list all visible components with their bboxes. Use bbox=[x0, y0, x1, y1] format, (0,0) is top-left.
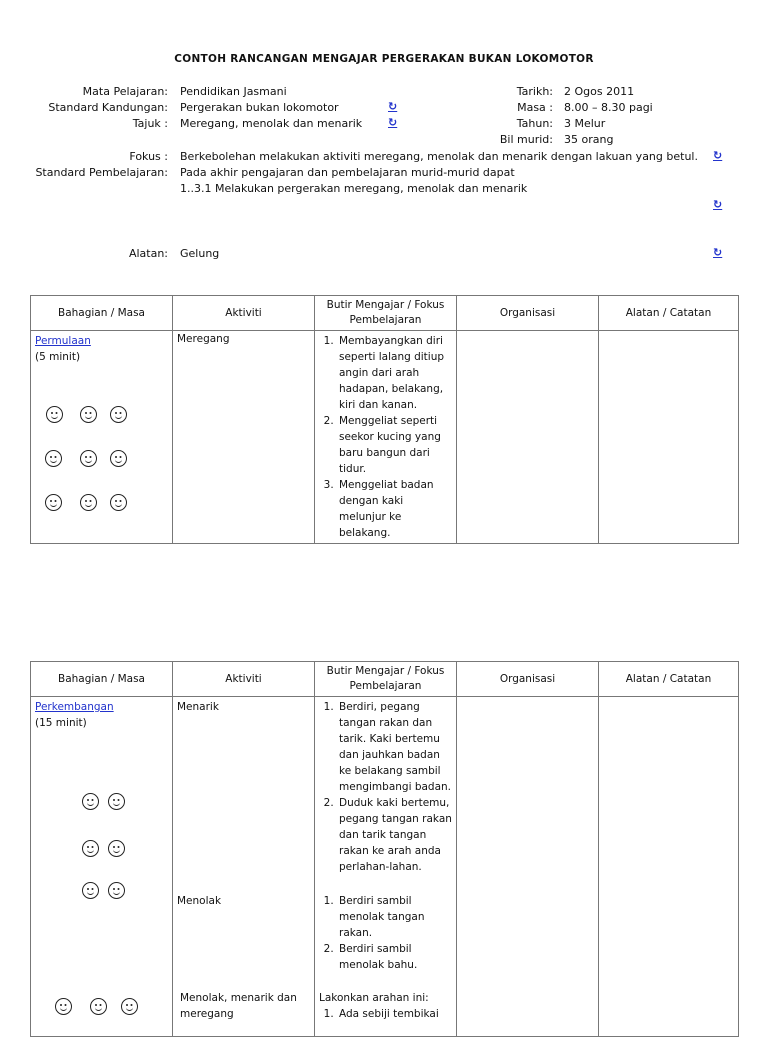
smiley-icon bbox=[80, 406, 97, 423]
tahun-value: 3 Melur bbox=[564, 117, 606, 130]
tarikh-value: 2 Ogos 2011 bbox=[564, 85, 635, 98]
refresh-icon[interactable]: ↻ bbox=[713, 246, 723, 259]
smiley-icon bbox=[82, 882, 99, 899]
list-item: 1. Ada sebiji tembikai bbox=[337, 1006, 452, 1022]
fokus-label: Fokus : bbox=[129, 150, 168, 163]
teaching-steps-list bbox=[319, 699, 452, 875]
col-header-aktiviti: Aktiviti bbox=[173, 296, 315, 331]
refresh-icon[interactable]: ↻ bbox=[713, 198, 723, 211]
smiley-icon bbox=[110, 406, 127, 423]
butir-mengajar-cell bbox=[315, 697, 457, 1037]
refresh-icon[interactable]: ↻ bbox=[713, 149, 723, 162]
alatan-label: Alatan: bbox=[128, 247, 168, 260]
refresh-icon[interactable]: ↻ bbox=[388, 116, 398, 129]
butir-mengajar-cell bbox=[315, 331, 457, 544]
list-item: 2. Menggeliat seperti seekor kucing yang baru bangun dari tidur. bbox=[337, 413, 452, 477]
col-header-organisasi: Organisasi bbox=[457, 296, 599, 331]
standard-kandungan-label: Standard Kandungan: bbox=[48, 101, 168, 114]
aktiviti-cell bbox=[173, 331, 315, 544]
table-header-row bbox=[31, 296, 739, 331]
masa-value: 8.00 – 8.30 pagi bbox=[564, 101, 653, 114]
alatan-value: Gelung bbox=[180, 247, 220, 260]
phase-duration: (15 minit) bbox=[35, 717, 87, 729]
phase-link-permulaan[interactable]: Permulaan bbox=[35, 335, 91, 347]
tarikh-label: Tarikh: bbox=[516, 85, 553, 98]
organisasi-cell bbox=[457, 331, 599, 544]
standard-pembelajaran-label: Standard Pembelajaran: bbox=[35, 166, 168, 179]
col-header-butir-mengajar: Butir Mengajar / Fokus Pembelajaran bbox=[315, 662, 457, 697]
alatan-catatan-cell bbox=[599, 331, 739, 544]
activity-name: Meregang bbox=[177, 333, 230, 345]
smiley-icon bbox=[121, 998, 138, 1015]
col-header-butir-mengajar: Butir Mengajar / Fokus Pembelajaran bbox=[315, 296, 457, 331]
smiley-icon bbox=[110, 494, 127, 511]
phase-duration: (5 minit) bbox=[35, 351, 81, 363]
fokus-value: Berkebolehan melakukan aktiviti meregang, menolak dan menarik dengan lakuan yang betul. bbox=[180, 150, 698, 163]
smiley-icon bbox=[82, 840, 99, 857]
list-item: 1. Membayangkan diri seperti lalang ditiup angin dari arah hadapan, belakang, kiri dan kanan. bbox=[337, 333, 452, 413]
standard-pembelajaran-line-1: Pada akhir pengajaran dan pembelajaran murid-murid dapat bbox=[180, 166, 515, 179]
tahun-label: Tahun: bbox=[516, 117, 553, 130]
masa-label: Masa : bbox=[517, 101, 553, 114]
list-item: 1. Berdiri, pegang tangan rakan dan tarik. Kaki bertemu dan jauhkan badan ke belakang sambil mengimbangi badan. bbox=[337, 699, 452, 795]
smiley-icon bbox=[90, 998, 107, 1015]
aktiviti-cell bbox=[173, 697, 315, 1037]
col-header-alatan-catatan: Alatan / Catatan bbox=[599, 662, 739, 697]
teaching-steps-list bbox=[319, 333, 452, 541]
smiley-icon bbox=[80, 450, 97, 467]
page-title: CONTOH RANCANGAN MENGAJAR PERGERAKAN BUKAN LOKOMOTOR bbox=[174, 53, 594, 65]
list-item: 3. Menggeliat badan dengan kaki melunjur ke belakang. bbox=[337, 477, 452, 541]
col-header-organisasi: Organisasi bbox=[457, 662, 599, 697]
lesson-table-perkembangan bbox=[30, 661, 739, 1037]
table-header-row bbox=[31, 662, 739, 697]
standard-kandungan-value: Pergerakan bukan lokomotor bbox=[180, 101, 339, 114]
smiley-icon bbox=[82, 793, 99, 810]
mata-pelajaran-value: Pendidikan Jasmani bbox=[180, 85, 287, 98]
col-header-bahagian: Bahagian / Masa bbox=[31, 296, 173, 331]
bahagian-cell bbox=[31, 331, 173, 544]
bahagian-cell bbox=[31, 697, 173, 1037]
table-row bbox=[31, 331, 739, 544]
teaching-steps-list bbox=[319, 1006, 452, 1022]
smiley-icon bbox=[108, 840, 125, 857]
alatan-catatan-cell bbox=[599, 697, 739, 1037]
bil-murid-value: 35 orang bbox=[564, 133, 614, 146]
smiley-icon bbox=[46, 406, 63, 423]
lesson-table-permulaan bbox=[30, 295, 739, 544]
phase-link-perkembangan[interactable]: Perkembangan bbox=[35, 701, 114, 713]
bil-murid-label: Bil murid: bbox=[499, 133, 553, 146]
tajuk-label: Tajuk : bbox=[132, 117, 168, 130]
smiley-icon bbox=[45, 450, 62, 467]
col-header-bahagian: Bahagian / Masa bbox=[31, 662, 173, 697]
smiley-icon bbox=[80, 494, 97, 511]
mata-pelajaran-label: Mata Pelajaran: bbox=[82, 85, 168, 98]
list-item: 2. Duduk kaki bertemu, pegang tangan rakan dan tarik tangan rakan ke arah anda perlahan-lahan. bbox=[337, 795, 452, 875]
col-header-aktiviti: Aktiviti bbox=[173, 662, 315, 697]
standard-pembelajaran-line-2: 1..3.1 Melakukan pergerakan meregang, menolak dan menarik bbox=[180, 182, 528, 195]
smiley-icon bbox=[108, 793, 125, 810]
teaching-steps-list bbox=[319, 893, 452, 973]
steps-intro: Lakonkan arahan ini: bbox=[319, 992, 429, 1004]
list-item: 1. Berdiri sambil menolak tangan rakan. bbox=[337, 893, 452, 941]
organisasi-cell bbox=[457, 697, 599, 1037]
refresh-icon[interactable]: ↻ bbox=[388, 100, 398, 113]
list-item: 2. Berdiri sambil menolak bahu. bbox=[337, 941, 452, 973]
tajuk-value: Meregang, menolak dan menarik bbox=[180, 117, 363, 130]
smiley-icon bbox=[45, 494, 62, 511]
activity-name: Menolak, menarik dan meregang bbox=[180, 992, 297, 1020]
smiley-icon bbox=[108, 882, 125, 899]
table-row bbox=[31, 697, 739, 1037]
col-header-alatan-catatan: Alatan / Catatan bbox=[599, 296, 739, 331]
smiley-icon bbox=[55, 998, 72, 1015]
smiley-icon bbox=[110, 450, 127, 467]
activity-name: Menarik bbox=[177, 701, 219, 713]
activity-name: Menolak bbox=[177, 895, 222, 907]
